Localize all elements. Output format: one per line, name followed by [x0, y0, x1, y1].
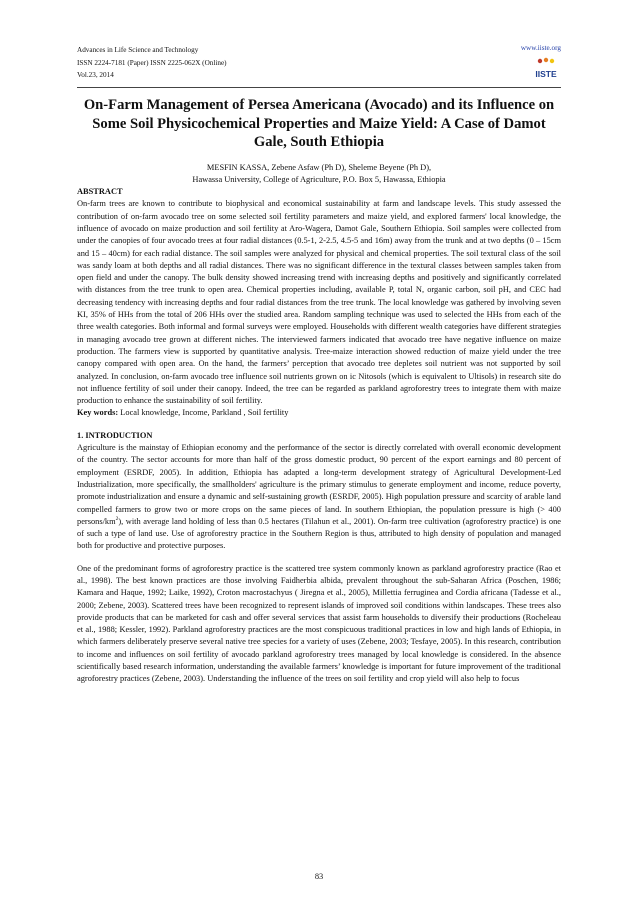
keywords-line	[77, 407, 561, 419]
paper-title: On-Farm Management of Persea Americana (Avocado) and its Influence on Some Soil Physicochemical Properties and Maize Yield: A Case of Damot Gale, South Ethiopia	[83, 97, 555, 150]
introduction-heading: 1. INTRODUCTION	[77, 430, 153, 440]
header-divider	[77, 87, 561, 88]
journal-info	[77, 44, 227, 82]
iiste-logo	[533, 57, 559, 81]
author-affiliation: Hawassa University, College of Agriculture, P.O. Box 5, Hawassa, Ethiopia	[192, 174, 446, 184]
abstract-text: On-farm trees are known to contribute to biophysical and economical sustainability at farm and landscape levels. This study assessed the contribution of on-farm avocado tree on some selected soil fertility parameters and maize yield, and explored farmers' local knowledge, the influence of avocado on maize production and soil fertility at Aro-Wagera, Damot Gale, Southern Ethiopia. Soil samples were collected from under the canopies of four avocado trees at four radial distances (0.5-1, 2-2.5, 4.5-5 and 16m) away from the trunk and at two depths (0 – 15cm and 15 – 40cm) for each radial distance. The soil samples were analyzed for physical and chemical properties. The soil textural class of the soil was sandy loam at both depths and all radial distances. There was no significant difference in the textural classes between samples taken from open field and under the canopy. The bulk density showed increasing trend with increasing depths and positively and significantly correlated with distances from the tree trunk to open area. Chemical properties including, available P, total N, organic carbon, soil pH, and CEC had decreasing tendency with increasing depths and four radial distances from the tree trunk. The local knowledge was gathered by involving seven KI, 35% of HHs from the total of 206 HHs over the studied area. Random sampling technique was used to selected the HHs from each of the three wealth categories. Both informal and formal surveys were employed. Households with different wealth categories have different strategies in managing avocado tree grown at different niches. The interviewed farmers indicated that avocado tree have negative influence on maize production. The farmers view is supported by quantitative analysis. Tree-maize interaction showed reduction of maize yield under the tree canopy compared with open area. On the hand, the farmers’ perception that avocado tree depletes soil nutrient was not supported by soil analyzed. In conclusion, on-farm avocado tree influence soil nutrients grown on ic Nitosols (which is equivalent to Ultisols) in research site do not influence fertility of soil under their canopy. Indeed, the tree can be regarded as parkland agroforestry trees to integrate them with maize production to enhance the sustainability of soil fertility.	[77, 199, 561, 406]
keywords-label: Key words:	[77, 408, 119, 418]
page-number: 83	[314, 872, 324, 881]
svg-text:IISTE: IISTE	[535, 69, 557, 79]
journal-name: Advances in Life Science and Technology	[77, 46, 199, 54]
introduction-paragraph-2: One of the predominant forms of agroforestry practice is the scattered tree system commonly known as parkland agroforestry practice (Rao et al., 1998). The best known practices are those involving Faidherbia albida, prevalent throughout the sub-Saharan Africa (Poschen, 1986; Kamara and Haque, 1992; Laike, 1992), Croton macrostachyus ( Jiregna et al., 2005), Millettia ferruginea and Cordia africana (Tadesse et al., 2000; Zebene, 2003). Scattered trees have been recognized to represent islands of improved soil conditions within landscapes. These trees also provide products that can be marketed for cash and offer several services that assist farm households to diversify their productions (Rocheleau et al., 1988; Kessler, 1992). Parkland agroforestry practices are the most conspicuous traditional practices in low and high lands of Ethiopia, in which farmers deliberately preserve several native tree species for a variety of uses (Zebene, 2003; Tesfaye, 2005). In this research, contribution to income and influences on soil fertility of avocado parkland agroforestry trees managed by local knowledge is considered. In the absence scientifically based research information, understanding the available farmers’ knowledge is important for future improvement of the traditional agroforestry practices (Zebene, 2003). Understanding the influence of the trees on soil fertility and crop yield will also help to focus	[77, 563, 561, 684]
author-block	[77, 162, 561, 187]
journal-url[interactable]: www.iiste.org	[520, 44, 561, 52]
journal-issn: ISSN 2224-7181 (Paper) ISSN 2225-062X (Online)	[77, 58, 227, 67]
abstract-heading: ABSTRACT	[77, 187, 123, 197]
introduction-paragraph-1: Agriculture is the mainstay of Ethiopian economy and the performance of the sector is directly correlated with overall economic development of the country. The sector accounts for more than half of the gross domestic product, 90 percent of the export earnings and 80 percent of employment (ESRDF, 2005). In addition, Ethiopia has adapted a long-term development strategy of Agricultural Development-Led Industrialization, more specifically, the smallholders' agriculture is the primary stimulus to generate employment and income, reduce poverty, promote industrialization and ensure a dynamic and self-sustaining growth (ESRDF, 2005). High population pressure and scarcity of arable land compelled farmers to grow two or more crops on the same pieces of land. In southern Ethiopian, the population pressure is high (> 400 persons/$km^2$), with average land holding of less than 0.5 hectares (Tilahun et al., 2001). On-farm tree cultivation (agroforestry practice) is one of such a type of land use. Use of agroforestry practice in the Southern Region is thus, attributed to high density of population and managed both for productive and protective purposes.	[77, 443, 561, 551]
journal-volume: Vol.23, 2014	[77, 71, 114, 79]
keywords-text: Local knowledge, Income, Parkland , Soil fertility	[118, 408, 289, 418]
journal-header	[77, 0, 561, 88]
author-names: MESFIN KASSA, Zebene Asfaw (Ph D), Sheleme Beyene (Ph D),	[206, 162, 432, 172]
